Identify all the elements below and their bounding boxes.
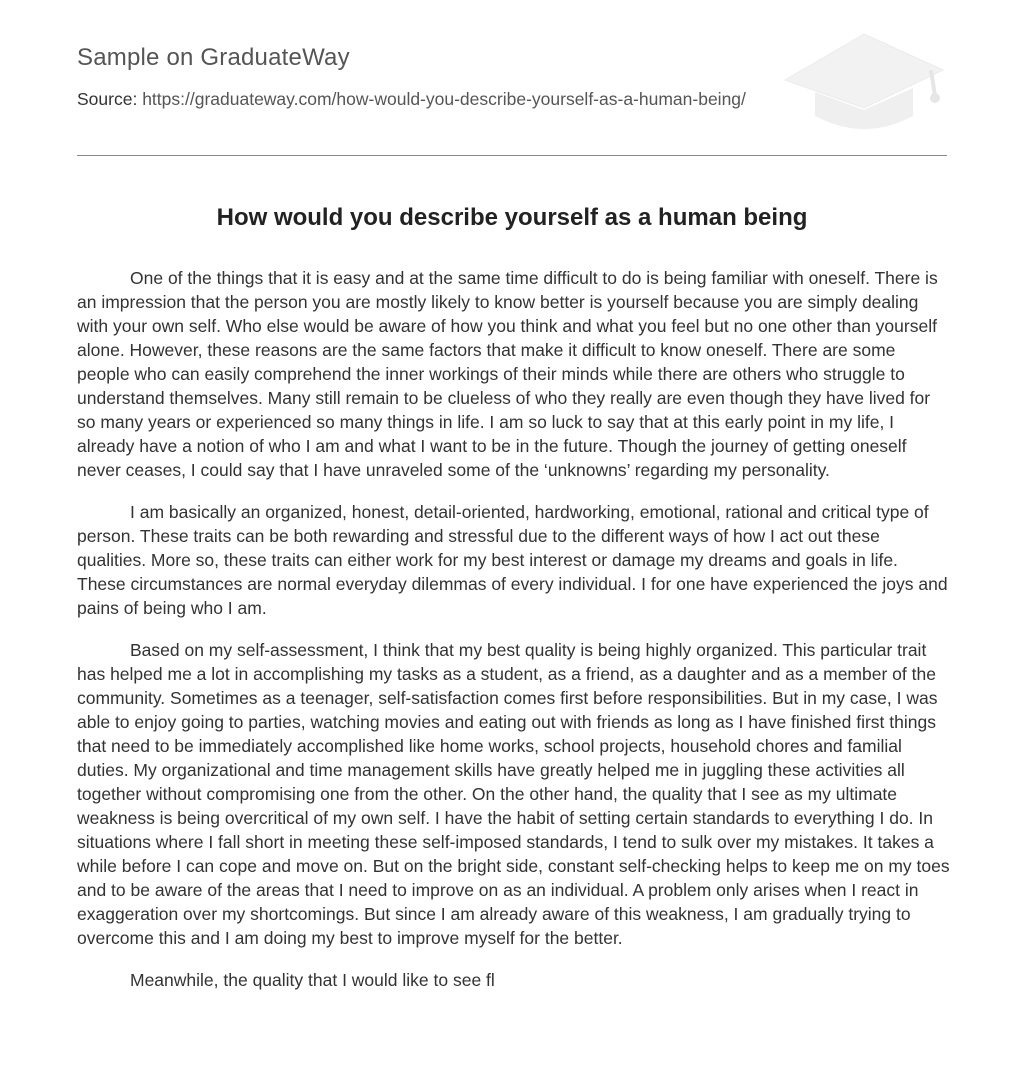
- graduation-cap-icon: [781, 30, 947, 134]
- paragraph: I am basically an organized, honest, detail-oriented, hardworking, emotional, rational and critical type of person. These traits can be both rewarding and stressful due to the different ways of how I act out these qualities. More so, these traits can either work for my best interest or damage my dreams and goals in life. These circumstances are normal everyday dilemmas of every individual. I for one have experienced the joys and pains of being who I am.: [77, 502, 948, 618]
- paragraph: Meanwhile, the quality that I would like to see fl: [130, 970, 495, 990]
- source-label: Source:: [77, 89, 138, 109]
- page-header: [77, 0, 947, 156]
- article-body: [77, 266, 951, 1010]
- paragraph: One of the things that it is easy and at the same time difficult to do is being familiar with oneself. There is an impression that the person you are mostly likely to know better is yourself because you are simply dealing with your own self. Who else would be aware of how you think and what you feel but no one other than yourself alone. However, these reasons are the same factors that make it difficult to know oneself. There are some people who can easily comprehend the inner workings of their minds while there are others who struggle to understand themselves. Many still remain to be clueless of who they really are even though they have lived for so many years or experienced so many things in life. I am so luck to say that at this early point in my life, I already have a notion of who I am and what I want to be in the future. Though the journey of getting oneself never ceases, I could say that I have unraveled some of the ‘unknowns’ regarding my personality.: [77, 268, 938, 480]
- paragraph: Based on my self-assessment, I think that my best quality is being highly organized. This particular trait has helped me a lot in accomplishing my tasks as a student, as a friend, as a daughter and as a member of the community. Sometimes as a teenager, self-satisfaction comes first before responsibilities. But in my case, I was able to enjoy going to parties, watching movies and eating out with friends as long as I have finished first things that need to be immediately accomplished like home works, school projects, household chores and familial duties. My organizational and time management skills have greatly helped me in juggling these activities all together without compromising one from the other. On the other hand, the quality that I see as my ultimate weakness is being overcritical of my own self. I have the habit of setting certain standards to everything I do. In situations where I fall short in meeting these self-imposed standards, I tend to sulk over my mistakes. It takes a while before I can cope and move on. But on the bright side, constant self-checking helps to keep me on my toes and to be aware of the areas that I need to improve on as an individual. A problem only arises when I react in exaggeration over my shortcomings. But since I am already aware of this weakness, I am gradually trying to overcome this and I am doing my best to improve myself for the better.: [77, 640, 950, 948]
- document-title: How would you describe yourself as a human being: [216, 204, 808, 231]
- site-title: Sample on GraduateWay: [77, 44, 350, 71]
- source-link[interactable]: https://graduateway.com/how-would-you-describe-yourself-as-a-human-being/: [142, 89, 746, 109]
- header-divider: [77, 155, 947, 156]
- source-line: [77, 89, 746, 110]
